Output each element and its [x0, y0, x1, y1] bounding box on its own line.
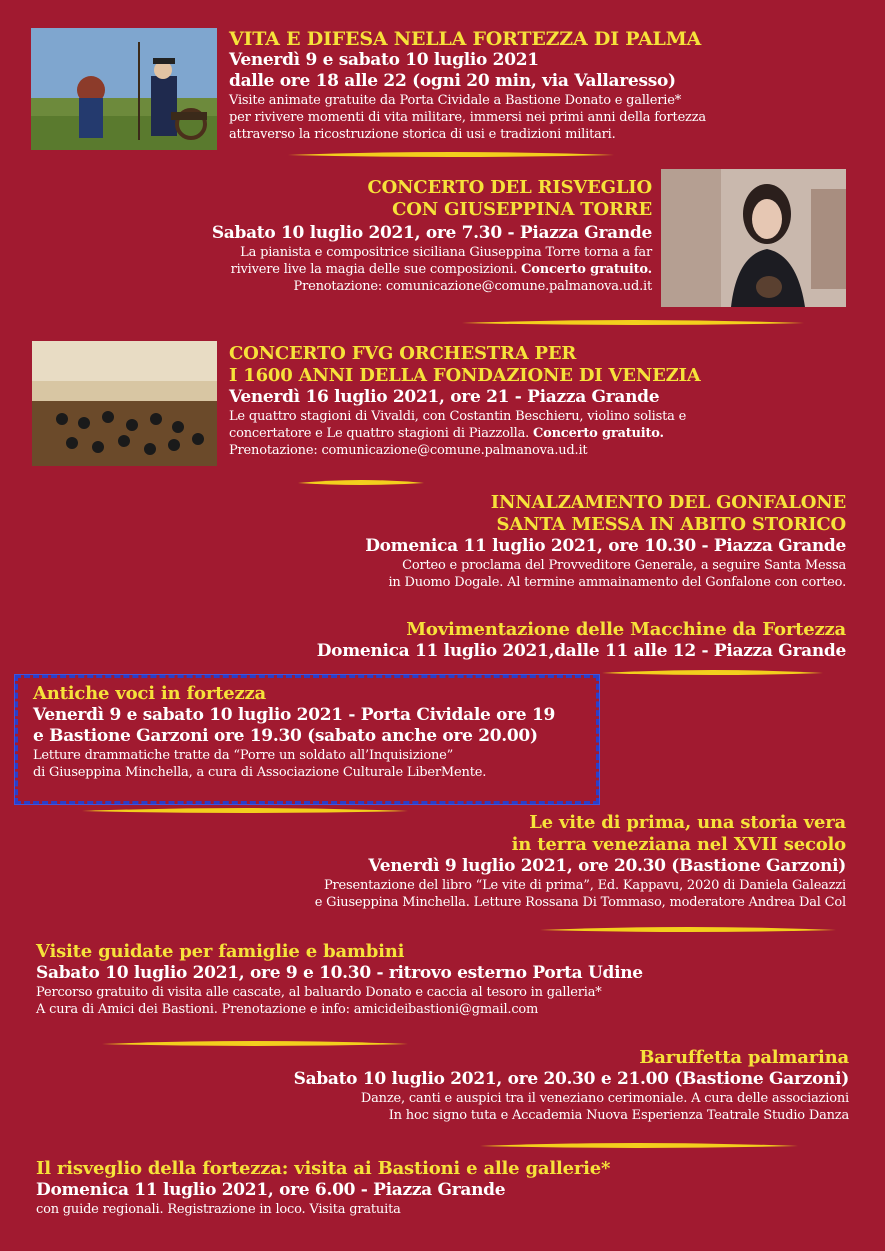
event-description-line: A cura di Amici dei Bastioni. Prenotazione e info: amicideibastioni@gmail.com [36, 1002, 539, 1017]
event-date: Domenica 11 luglio 2021, ore 10.30 - Piazza Grande [365, 536, 846, 556]
event-date: Venerdì 9 e sabato 10 luglio 2021 - Porta Cividale ore 19 [33, 705, 555, 725]
photo-orchestra [32, 341, 217, 466]
event-title: Visite guidate per famiglie e bambini [36, 941, 405, 962]
event-description-line: Presentazione del libro “Le vite di prima”, Ed. Kappavu, 2020 di Daniela Galeazzi [323, 878, 846, 893]
event-title: Movimentazione delle Macchine da Fortezza [406, 619, 846, 640]
event-time: dalle ore 18 alle 22 (ogni 20 min, via Vallaresso) [229, 71, 676, 91]
event-description-line: attraverso la ricostruzione storica di usi e tradizioni militari. [229, 127, 616, 142]
event-description-line: Visite animate gratuite da Porta Cividale a Bastione Donato e gallerie* [229, 93, 682, 108]
event-date: Domenica 11 luglio 2021, ore 6.00 - Piazza Grande [36, 1180, 506, 1200]
event-vite-di-prima [315, 812, 846, 911]
photo-giuseppina-torre [661, 169, 846, 307]
event-title: Baruffetta palmarina [639, 1047, 849, 1068]
event-date: Venerdì 9 e sabato 10 luglio 2021 [229, 50, 539, 70]
event-date: Venerdì 9 luglio 2021, ore 20.30 (Bastione Garzoni) [368, 856, 846, 876]
event-description-line: di Giuseppina Minchella, a cura di Associazione Culturale LiberMente. [33, 765, 487, 780]
divider-brushstroke [460, 318, 806, 328]
event-date: Venerdì 16 luglio 2021, ore 21 - Piazza Grande [229, 387, 660, 407]
event-description-line: per rivivere momenti di vita militare, immersi nei primi anni della fortezza [229, 110, 706, 125]
free-concert-label: Concerto gratuito. [521, 262, 652, 277]
event-concerto-risveglio [212, 177, 652, 295]
event-title: Antiche voci in fortezza [33, 683, 266, 704]
event-title: I 1600 ANNI DELLA FONDAZIONE DI VENEZIA [229, 365, 701, 386]
event-description-line: Le quattro stagioni di Vivaldi, con Costantin Beschieru, violino solista e [229, 409, 687, 424]
event-date: Sabato 10 luglio 2021, ore 20.30 e 21.00 (Bastione Garzoni) [293, 1069, 849, 1089]
booking-info: Prenotazione: comunicazione@comune.palmanova.ud.it [229, 443, 588, 458]
event-baruffetta [294, 1047, 849, 1124]
event-description-line: in Duomo Dogale. Al termine ammainamento del Gonfalone con corteo. [388, 575, 846, 590]
booking-info: Prenotazione: comunicazione@comune.palmanova.ud.it [293, 279, 652, 294]
event-time: e Bastione Garzoni ore 19.30 (sabato anche ore 20.00) [33, 726, 538, 746]
event-risveglio-fortezza [36, 1158, 610, 1218]
divider-brushstroke [478, 1141, 800, 1151]
divider-brushstroke [538, 925, 838, 935]
event-title: in terra veneziana nel XVII secolo [511, 834, 846, 855]
event-date: Domenica 11 luglio 2021,dalle 11 alle 12 - Piazza Grande [316, 641, 846, 661]
event-description-line: Letture drammatiche tratte da “Porre un soldato all’Inquisizione” [33, 748, 454, 763]
event-description-line: con guide regionali. Registrazione in loco. Visita gratuita [36, 1202, 401, 1217]
event-description-line: rivivere live la magia delle sue composizioni. Concerto gratuito. [230, 262, 652, 277]
event-description-line: Corteo e proclama del Provveditore Generale, a seguire Santa Messa [402, 558, 846, 573]
event-description-line: concertatore e Le quattro stagioni di Piazzolla. Concerto gratuito. [229, 426, 664, 441]
event-title: CONCERTO DEL RISVEGLIO [367, 177, 652, 198]
event-date: Sabato 10 luglio 2021, ore 9 e 10.30 - ritrovo esterno Porta Udine [36, 963, 643, 983]
event-title: Il risveglio della fortezza: visita ai Bastioni e alle gallerie* [36, 1158, 611, 1179]
event-antiche-voci [33, 683, 555, 781]
event-macchine [317, 619, 846, 662]
event-title: CONCERTO FVG ORCHESTRA PER [229, 343, 577, 364]
event-description-line: Danze, canti e auspici tra il veneziano cerimoniale. A cura delle associazioni [360, 1091, 849, 1106]
event-visite-guidate [36, 941, 643, 1018]
event-description-line: Percorso gratuito di visita alle cascate, al baluardo Donato e caccia al tesoro in galleria* [36, 985, 602, 1000]
event-date: Sabato 10 luglio 2021, ore 7.30 - Piazza Grande [211, 223, 652, 243]
event-description-line: In hoc signo tuta e Accademia Nuova Esperienza Teatrale Studio Danza [388, 1108, 849, 1123]
divider-brushstroke [296, 478, 426, 488]
event-gonfalone [365, 492, 846, 591]
free-concert-label: Concerto gratuito. [533, 426, 664, 441]
event-title: CON GIUSEPPINA TORRE [392, 199, 652, 220]
event-vita-difesa [229, 28, 706, 143]
event-title: INNALZAMENTO DEL GONFALONE [490, 492, 846, 513]
photo-historical-soldiers [31, 28, 217, 150]
event-description-line: La pianista e compositrice siciliana Giuseppina Torre torna a far [240, 245, 652, 260]
divider-brushstroke [286, 150, 616, 160]
event-concerto-fvg [229, 343, 701, 459]
divider-brushstroke [600, 668, 825, 678]
event-title: SANTA MESSA IN ABITO STORICO [496, 514, 846, 535]
event-title: VITA E DIFESA NELLA FORTEZZA DI PALMA [229, 28, 702, 50]
event-title: Le vite di prima, una storia vera [529, 812, 846, 833]
event-description-line: e Giuseppina Minchella. Letture Rossana Di Tommaso, moderatore Andrea Dal Col [314, 895, 846, 910]
